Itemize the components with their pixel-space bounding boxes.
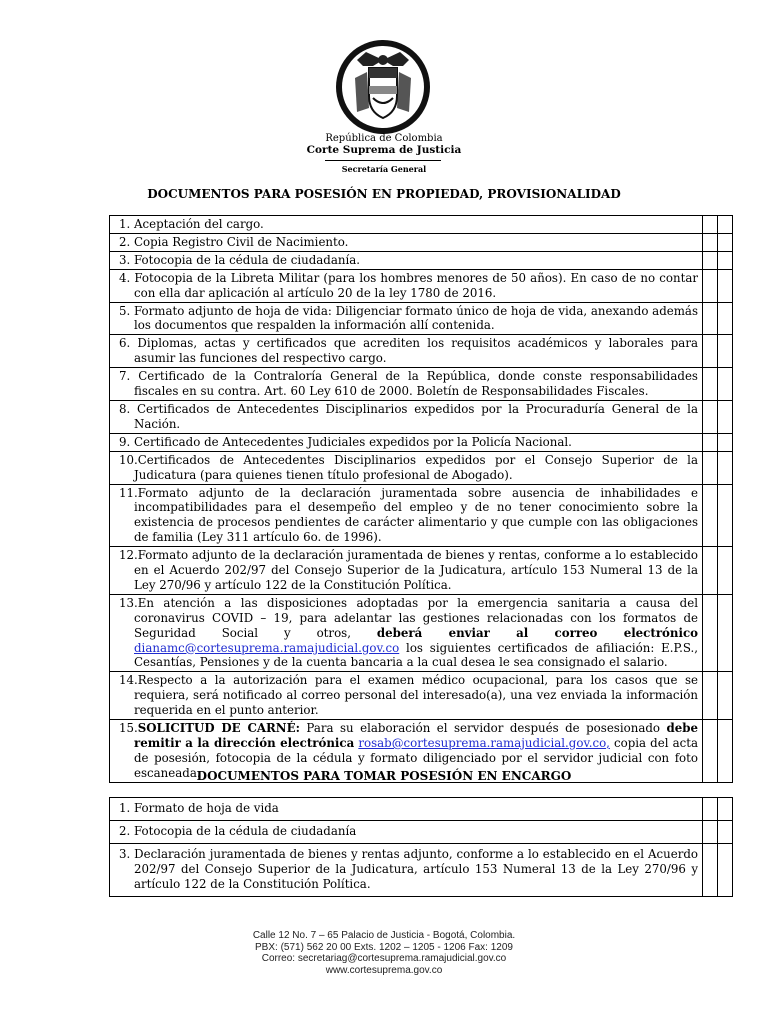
assignment-requirements-table xyxy=(109,797,733,897)
table-row xyxy=(110,400,733,433)
checkbox-cell[interactable] xyxy=(718,335,733,368)
email-link[interactable]: dianamc@cortesuprema.ramajudicial.gov.co xyxy=(134,640,400,655)
checkbox-cell[interactable] xyxy=(703,798,718,821)
checkbox-cell[interactable] xyxy=(703,843,718,896)
checkbox-cell[interactable] xyxy=(703,820,718,843)
table-row xyxy=(110,484,733,547)
footer-website: www.cortesuprema.gov.co xyxy=(325,964,443,976)
checkbox-cell[interactable] xyxy=(718,216,733,234)
requirement-cell xyxy=(110,233,703,251)
requirement-cell xyxy=(110,594,703,672)
court-name: Corte Suprema de Justicia xyxy=(306,144,462,156)
footer-email: Correo: secretariag@cortesuprema.ramajudicial.gov.co xyxy=(261,953,507,964)
requirement-text xyxy=(119,596,698,671)
table-row xyxy=(110,233,733,251)
checkbox-cell[interactable] xyxy=(703,335,718,368)
checkbox-cell[interactable] xyxy=(718,594,733,672)
section-title-ownership: DOCUMENTOS PARA POSESIÓN EN PROPIEDAD, PROVISIONALIDAD xyxy=(147,187,621,201)
requirement-text: 2. Copia Registro Civil de Nacimiento. xyxy=(119,234,349,249)
checkbox-cell[interactable] xyxy=(703,400,718,433)
checkbox-cell[interactable] xyxy=(703,216,718,234)
checkbox-cell[interactable] xyxy=(703,269,718,302)
requirement-text: 3. Declaración juramentada de bienes y rentas adjunto, conforme a lo establecido en el Acuerdo 202/97 del Consejo Superior de la Judicatura, artículo 153 Numeral 13 de la Ley 270/96 y artículo 122 de la Constitución Política. xyxy=(119,846,698,891)
requirement-cell xyxy=(110,269,703,302)
checkbox-cell[interactable] xyxy=(718,251,733,269)
requirement-text: 1. Aceptación del cargo. xyxy=(119,217,264,231)
requirement-cell xyxy=(110,843,703,896)
table-row xyxy=(110,820,733,843)
checkbox-cell[interactable] xyxy=(703,547,718,595)
requirement-cell xyxy=(110,820,703,843)
checkbox-cell[interactable] xyxy=(718,547,733,595)
requirement-text: 6. Diplomas, actas y certificados que acrediten los requisitos académicos y laborales para asumir las funciones del respectivo cargo. xyxy=(119,336,698,366)
checkbox-cell[interactable] xyxy=(718,820,733,843)
requirement-text: 5. Formato adjunto de hoja de vida: Diligenciar formato único de hoja de vida, anexando además los documentos que respalden la información allí contenida. xyxy=(119,303,699,333)
requirement-text: 1. Formato de hoja de vida xyxy=(119,801,279,815)
checkbox-cell[interactable] xyxy=(718,433,733,451)
table-row xyxy=(110,798,733,821)
table-row xyxy=(110,451,733,484)
republic-label: República de Colombia xyxy=(325,133,443,144)
text-segment: Para su elaboración el servidor después de posesionado xyxy=(306,721,661,736)
table-row xyxy=(110,216,733,234)
header-divider xyxy=(325,160,441,161)
requirement-text: 10.Certificados de Antecedentes Disciplinarios expedidos por el Consejo Superior de la Judicatura (para quienes tienen título profesional de Abogado). xyxy=(119,452,698,482)
requirement-cell xyxy=(110,251,703,269)
requirement-text: 4. Fotocopia de la Libreta Militar (para los hombres menores de 50 años). En caso de no contar con ella dar aplicación al artículo 20 de la ley 1780 de 2016. xyxy=(119,270,698,300)
checkbox-cell[interactable] xyxy=(718,400,733,433)
requirement-cell xyxy=(110,484,703,547)
checkbox-cell[interactable] xyxy=(703,302,718,335)
table-row xyxy=(110,433,733,451)
requirement-cell xyxy=(110,400,703,433)
checkbox-cell[interactable] xyxy=(718,368,733,401)
email-link[interactable]: rosab@cortesuprema.ramajudicial.gov.co, xyxy=(358,736,610,750)
table-row xyxy=(110,251,733,269)
footer xyxy=(0,930,768,976)
requirement-cell xyxy=(110,335,703,368)
coat-of-arms-seal-icon xyxy=(333,38,433,136)
requirement-cell xyxy=(110,216,703,234)
requirement-text: 9. Certificado de Antecedentes Judiciales expedidos por la Policía Nacional. xyxy=(119,434,572,449)
table-row xyxy=(110,368,733,401)
requirement-text: 11.Formato adjunto de la declaración juramentada sobre ausencia de inhabilidades e incompatibilidades para el desempeño del empleo y de no tener conocimiento sobre la existencia de procesos pendientes de carácter alimentario y que cumple con las obligaciones de familia (Ley 311 artículo 6o. de 1996). xyxy=(119,485,698,545)
requirement-cell xyxy=(110,433,703,451)
footer-phone: PBX: (571) 562 20 00 Exts. 1202 – 1205 - 1206 Fax: 1209 xyxy=(255,941,513,953)
text-segment: SOLICITUD DE CARNÉ: xyxy=(137,721,300,736)
text-segment: 13.En atención a las disposiciones adoptadas por la emergencia sanitaria a causa del coronavirus COVID – 19, para adelantar las gestiones relacionadas con los formatos de Seguridad Social y otros, xyxy=(119,595,698,640)
checkbox-cell[interactable] xyxy=(718,302,733,335)
checkbox-cell[interactable] xyxy=(703,672,718,720)
footer-address: Calle 12 No. 7 – 65 Palacio de Justicia - Bogotá, Colombia. xyxy=(252,930,516,941)
requirement-cell xyxy=(110,547,703,595)
table-row xyxy=(110,269,733,302)
requirement-text: 2. Fotocopia de la cédula de ciudadanía xyxy=(119,823,357,838)
text-segment: copia del acta de posesión, fotocopia de la cédula y formato diligenciado por el servidor judicial con foto escaneada. xyxy=(134,736,698,780)
checkbox-cell[interactable] xyxy=(718,233,733,251)
text-segment: 15. xyxy=(119,721,138,736)
checkbox-cell[interactable] xyxy=(703,451,718,484)
text-segment: los siguientes certificados de afiliación: E.P.S., Cesantías, Pensiones y de la cuenta bancaria a la cual desea le sea consignado el salario. xyxy=(134,640,698,670)
checkbox-cell[interactable] xyxy=(703,368,718,401)
checkbox-cell[interactable] xyxy=(718,843,733,896)
checkbox-cell[interactable] xyxy=(718,798,733,821)
table-row xyxy=(110,594,733,672)
requirement-cell xyxy=(110,672,703,720)
checkbox-cell[interactable] xyxy=(703,433,718,451)
requirement-text: 8. Certificados de Antecedentes Disciplinarios expedidos por la Procuraduría General de la Nación. xyxy=(119,401,698,431)
checkbox-cell[interactable] xyxy=(718,269,733,302)
table-row xyxy=(110,302,733,335)
section-title-assignment: DOCUMENTOS PARA TOMAR POSESIÓN EN ENCARGO xyxy=(196,769,572,783)
checkbox-cell[interactable] xyxy=(703,251,718,269)
requirement-text: 12.Formato adjunto de la declaración juramentada de bienes y rentas, conforme a lo establecido en el Acuerdo 202/97 del Consejo Superior de la Judicatura, artículo 153 Numeral 13 de la Ley 270/96 y artículo 122 de la Constitución Política. xyxy=(119,548,698,592)
requirement-text: 7. Certificado de la Contraloría General de la República, donde conste responsabilidades fiscales en su contra. Art. 60 Ley 610 de 2000. Boletín de Responsabilidades Fiscales. xyxy=(119,369,698,399)
table-row xyxy=(110,672,733,720)
checkbox-cell[interactable] xyxy=(703,233,718,251)
office-name: Secretaría General xyxy=(341,164,427,174)
requirement-text: 14.Respecto a la autorización para el examen médico ocupacional, para los casos que se requiera, será notificado al correo personal del interesado(a), una vez enviada la información requerida en el punto anterior. xyxy=(119,673,698,718)
checkbox-cell[interactable] xyxy=(718,672,733,720)
requirement-cell xyxy=(110,451,703,484)
checkbox-cell[interactable] xyxy=(703,594,718,672)
requirement-cell xyxy=(110,302,703,335)
text-segment: debe remitir a la dirección electrónica xyxy=(134,721,698,750)
table-row xyxy=(110,843,733,896)
table-row xyxy=(110,335,733,368)
checkbox-cell[interactable] xyxy=(703,484,718,547)
table-row xyxy=(110,547,733,595)
checkbox-cell[interactable] xyxy=(718,484,733,547)
checkbox-cell[interactable] xyxy=(718,451,733,484)
requirements-table xyxy=(109,215,733,783)
requirement-text: 3. Fotocopia de la cédula de ciudadanía. xyxy=(119,252,361,267)
text-segment: deberá enviar al correo electrónico xyxy=(376,625,699,640)
requirement-cell xyxy=(110,368,703,401)
requirement-cell xyxy=(110,798,703,821)
